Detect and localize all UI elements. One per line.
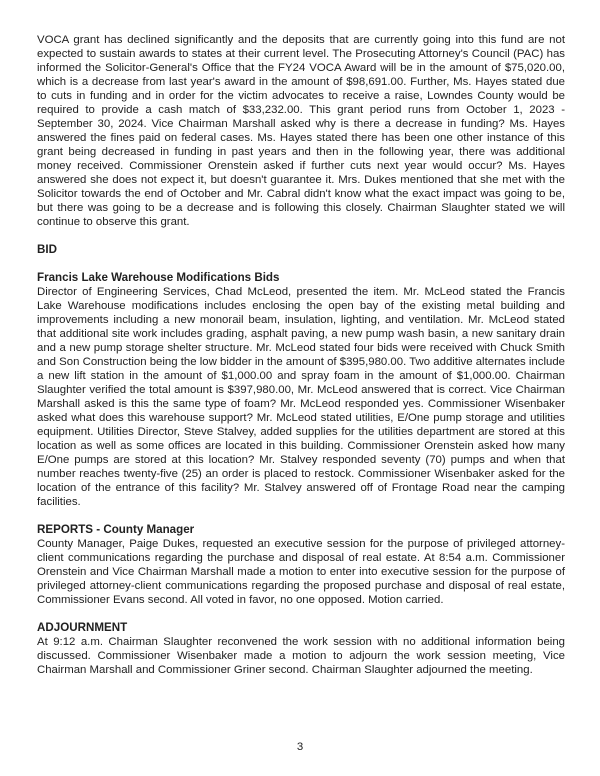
paragraph-francis-lake-warehouse-bids: Director of Engineering Services, Chad McLeod, presented the item. Mr. McLeod stated the Francis Lake Warehouse modifications includes enclosing the open bay of the existing metal building and improvements including a new monorail beam, insulation, lighting, and ventilation. Mr. McLeod stated that additional site work includes grading, asphalt paving, a new pump wash basin, a new sanitary drain and a new pump storage shelter structure. Mr. McLeod stated four bids were received with Chuck Smith and Son Construction being the low bidder in the amount of $395,980.00. Two additive alternates include a new lift station in the amount of $1,000.00 and spray foam in the amount of $1,000.00. Chairman Slaughter verified the total amount is $397,980.00, Mr. McLeod answered that is correct. Vice Chairman Marshall asked is this the same type of foam? Mr. McLeod responded yes. Commissioner Wisenbaker asked what does this warehouse support? Mr. McLeod stated utilities, E/One pump storage and utilities equipment. Utilities Director, Steve Stalvey, added supplies for the utilities department are stored at this location as well as some offices are located in this building. Commissioner Orenstein asked how many E/One pumps are stored at this location? Mr. Stalvey responded seventy (70) pumps and when that number reaches twenty-five (25) an order is placed to restock. Commissioner Wisenbaker asked for the location of the entrance of this facility? Mr. Stalvey answered off of Frontage Road near the camping facilities. <box>37 286 565 508</box>
section-heading-bid: BID <box>37 243 57 256</box>
paragraph-adjournment: At 9:12 a.m. Chairman Slaughter reconvened the work session with no additional information being discussed. Commissioner Wisenbaker made a motion to adjourn the work session meeting, Vice Chairman Marshall and Commissioner Griner second. Chairman Slaughter adjourned the meeting. <box>37 636 565 676</box>
section-heading-adjournment: ADJOURNMENT <box>37 621 128 634</box>
item-heading-francis-lake-warehouse-bids: Francis Lake Warehouse Modifications Bids <box>37 271 280 284</box>
paragraph-voca-grant-continuation: VOCA grant has declined significantly and the deposits that are currently going into this fund are not expected to sustain awards to states at their current level. The Prosecuting Attorney's Council (PAC) has informed the Solicitor-General's Office that the FY24 VOCA Award will be in the amount of $75,020.00, which is a decrease from last year's award in the amount of $98,691.00. Further, Ms. Hayes stated due to cuts in funding and in order for the victim advocates to receive a raise, Lowndes County would be required to provide a cash match of $33,232.00. This grant period runs from October 1, 2023 - September 30, 2024. Vice Chairman Marshall asked why is there a decrease in funding? Ms. Hayes answered the fines paid on federal cases. Ms. Hayes stated there has been one other instance of this grant being decreased in funding in past years and then in the following year, there was additional money received. Commissioner Orenstein asked if further cuts next year would occur? Ms. Hayes answered she does not expect it, but doesn't guarantee it. Mrs. Dukes mentioned that she met with the Solicitor towards the end of October and Mr. Cabral didn't know what the exact impact was going to be, but there was going to be a decrease and is following this closely. Chairman Slaughter stated we will continue to observe this grant. <box>37 34 565 228</box>
paragraph-reports-county-manager: County Manager, Paige Dukes, requested an executive session for the purpose of privileged attorney-client communications regarding the purchase and disposal of real estate. At 8:54 a.m. Commissioner Orenstein and Vice Chairman Marshall made a motion to enter into executive session for the purpose of privileged attorney-client communications regarding the proposed purchase and disposal of real estate, Commissioner Evans second. All voted in favor, no one opposed. Motion carried. <box>37 538 565 606</box>
page-number: 3 <box>296 741 304 753</box>
section-heading-reports-county-manager: REPORTS - County Manager <box>37 523 195 536</box>
